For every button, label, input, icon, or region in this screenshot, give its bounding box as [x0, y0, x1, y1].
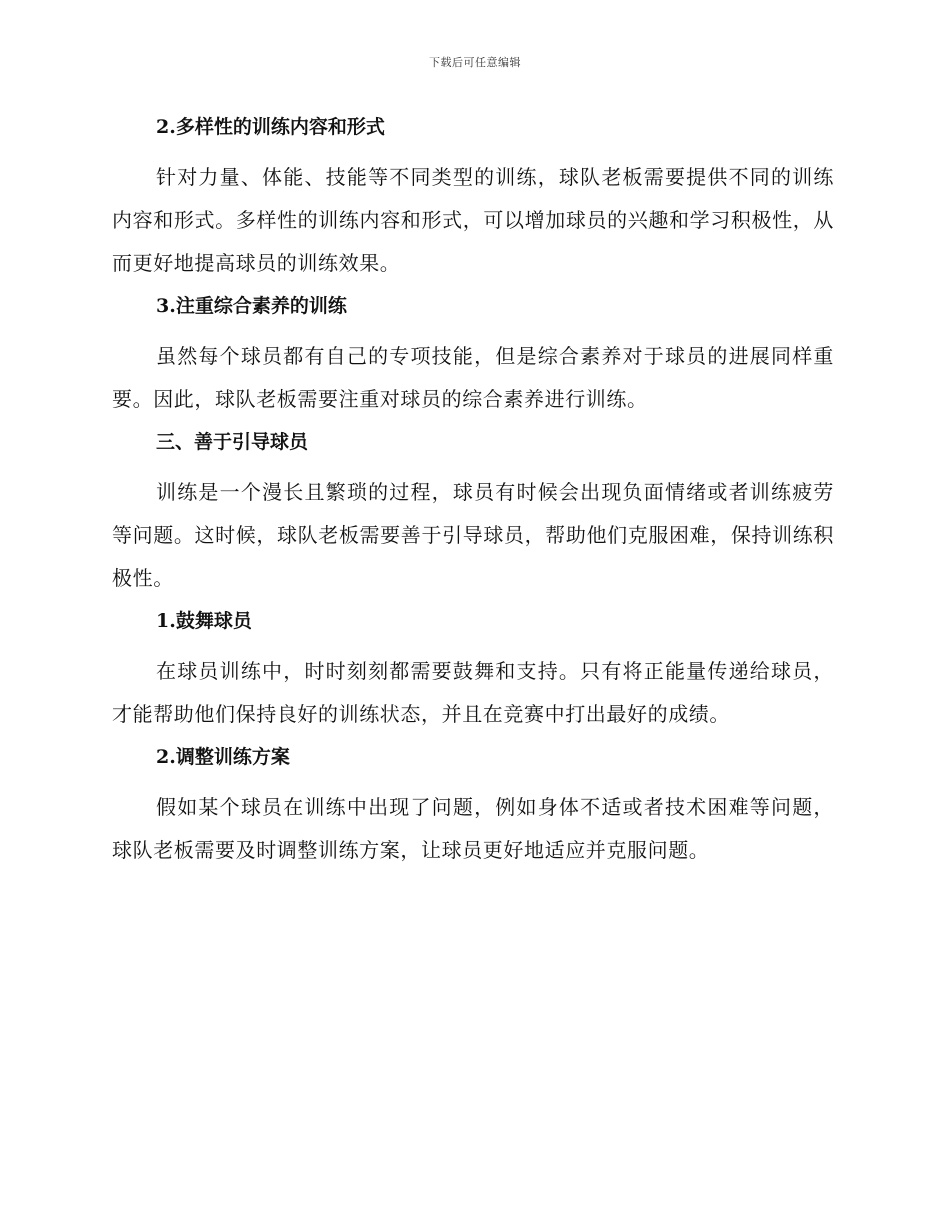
- page-header-note: 下载后可任意编辑: [429, 56, 521, 69]
- section-paragraph: 在球员训练中，时时刻刻都需要鼓舞和支持。只有将正能量传递给球员，才能帮助他们保持良好的训练状态，并且在竞赛中打出最好的成绩。: [112, 659, 834, 726]
- section-heading: 三、善于引导球员: [156, 431, 309, 453]
- section-paragraph: 训练是一个漫长且繁琐的过程，球员有时候会出现负面情绪或者训练疲劳等问题。这时候，球队老板需要善于引导球员，帮助他们克服困难，保持训练积极性。: [112, 480, 834, 590]
- section-paragraph: 针对力量、体能、技能等不同类型的训练，球队老板需要提供不同的训练内容和形式。多样性的训练内容和形式，可以增加球员的兴趣和学习积极性，从而更好地提高球员的训练效果。: [112, 165, 834, 275]
- section-paragraph: 虽然每个球员都有自己的专项技能，但是综合素养对于球员的进展同样重要。因此，球队老板需要注重对球员的综合素养进行训练。: [112, 344, 834, 411]
- section-heading: 2.多样性的训练内容和形式: [156, 116, 385, 138]
- section-paragraph: 假如某个球员在训练中出现了问题，例如身体不适或者技术困难等问题，球队老板需要及时调整训练方案，让球员更好地适应并克服问题。: [112, 795, 834, 862]
- section-heading: 2.调整训练方案: [156, 746, 290, 768]
- document-body: [112, 112, 834, 878]
- section-heading: 1.鼓舞球员: [156, 610, 252, 632]
- section-heading: 3.注重综合素养的训练: [156, 295, 347, 317]
